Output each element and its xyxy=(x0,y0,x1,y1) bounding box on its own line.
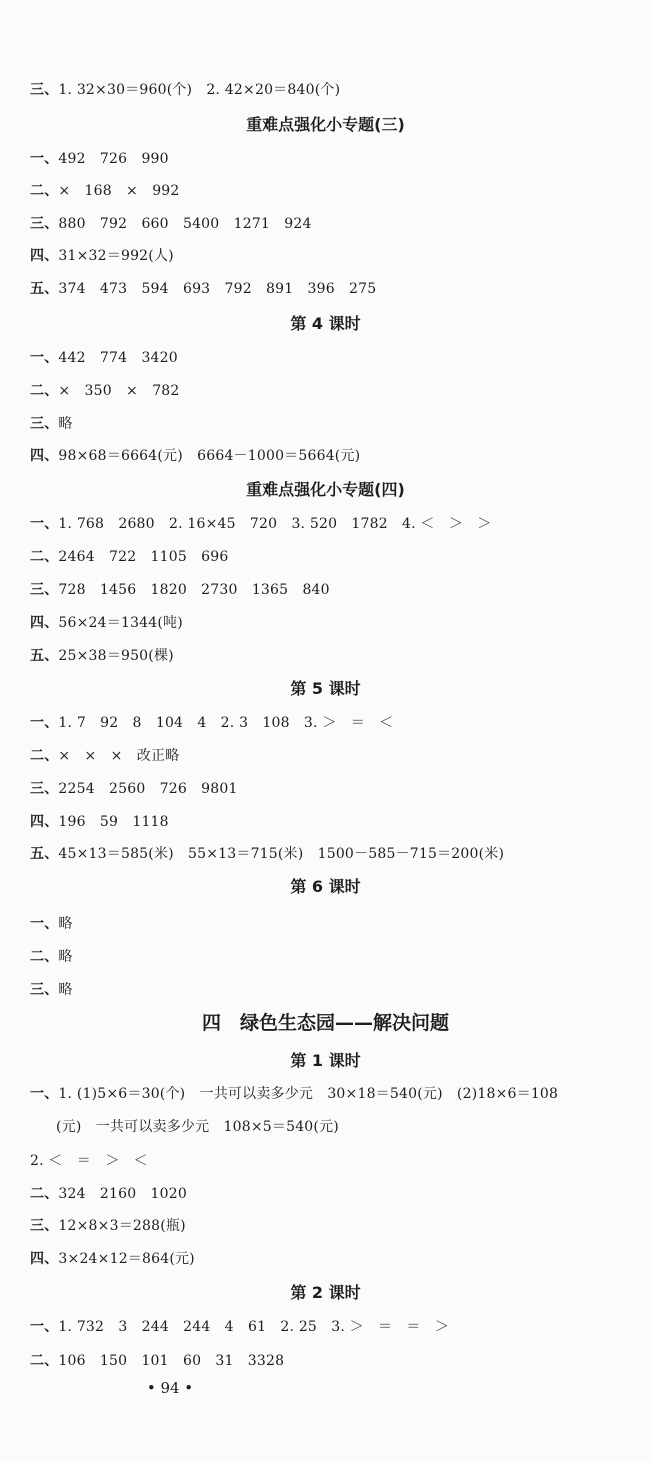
answer-line: 三、1. 32×30＝960(个) 2. 42×20＝840(个) xyxy=(30,82,341,98)
answer-line: 一、1. 7 92 8 104 4 2. 3 108 3. ＞ ＝ ＜ xyxy=(30,715,394,731)
answer-line-continued: (元) 一共可以卖多少元 108×5＝540(元) xyxy=(56,1119,339,1135)
section-heading: 第 1 课时 xyxy=(290,1051,361,1070)
answer-line: 五、25×38＝950(棵) xyxy=(30,648,174,664)
page-number: • 94 • xyxy=(146,1379,194,1397)
answer-line: 三、728 1456 1820 2730 1365 840 xyxy=(30,582,330,598)
answer-line: 二、2464 722 1105 696 xyxy=(30,549,229,565)
answer-line: 四、3×24×12＝864(元) xyxy=(30,1251,195,1267)
answer-line: 五、45×13＝585(米) 55×13＝715(米) 1500－585－715＝200(米) xyxy=(30,846,505,862)
section-heading: 第 4 课时 xyxy=(290,314,361,333)
section-heading: 第 2 课时 xyxy=(290,1283,361,1302)
answer-line: 三、略 xyxy=(30,416,73,432)
answer-line: 四、98×68＝6664(元) 6664－1000＝5664(元) xyxy=(30,448,361,464)
answer-line: 五、374 473 594 693 792 891 396 275 xyxy=(30,281,377,297)
chapter-title: 四 绿色生态园——解决问题 xyxy=(201,1012,449,1034)
answer-line: 三、12×8×3＝288(瓶) xyxy=(30,1218,186,1234)
answer-line: 三、880 792 660 5400 1271 924 xyxy=(30,216,312,232)
answer-line: 一、1. 732 3 244 244 4 61 2. 25 3. ＞ ＝ ＝ ＞ xyxy=(30,1319,450,1335)
answer-line: 二、略 xyxy=(30,949,73,965)
section-heading: 第 6 课时 xyxy=(290,877,361,896)
answer-line: 二、× 168 × 992 xyxy=(30,183,180,199)
section-heading: 第 5 课时 xyxy=(290,679,361,698)
answer-line: 四、56×24＝1344(吨) xyxy=(30,615,183,631)
section-heading: 重难点强化小专题(三) xyxy=(246,115,405,134)
answer-line: 一、492 726 990 xyxy=(30,151,169,167)
answer-line: 二、106 150 101 60 31 3328 xyxy=(30,1353,285,1369)
answer-line: 四、196 59 1118 xyxy=(30,814,169,830)
answer-line: 四、31×32＝992(人) xyxy=(30,248,174,264)
answer-line: 二、× 350 × 782 xyxy=(30,383,180,399)
section-heading: 重难点强化小专题(四) xyxy=(246,480,405,499)
answer-line: 三、略 xyxy=(30,982,73,998)
answer-line: 一、略 xyxy=(30,916,73,932)
answer-line: 三、2254 2560 726 9801 xyxy=(30,781,238,797)
answer-line: 一、442 774 3420 xyxy=(30,350,178,366)
answer-line: 2. ＜ ＝ ＞ ＜ xyxy=(30,1153,148,1169)
answer-line: 一、1. (1)5×6＝30(个) 一共可以卖多少元 30×18＝540(元) (2)18×6＝108 xyxy=(30,1086,559,1102)
answer-line: 一、1. 768 2680 2. 16×45 720 3. 520 1782 4. ＜ ＞ ＞ xyxy=(30,516,492,532)
answer-line: 二、× × × 改正略 xyxy=(30,748,180,764)
answer-line: 二、324 2160 1020 xyxy=(30,1186,187,1202)
